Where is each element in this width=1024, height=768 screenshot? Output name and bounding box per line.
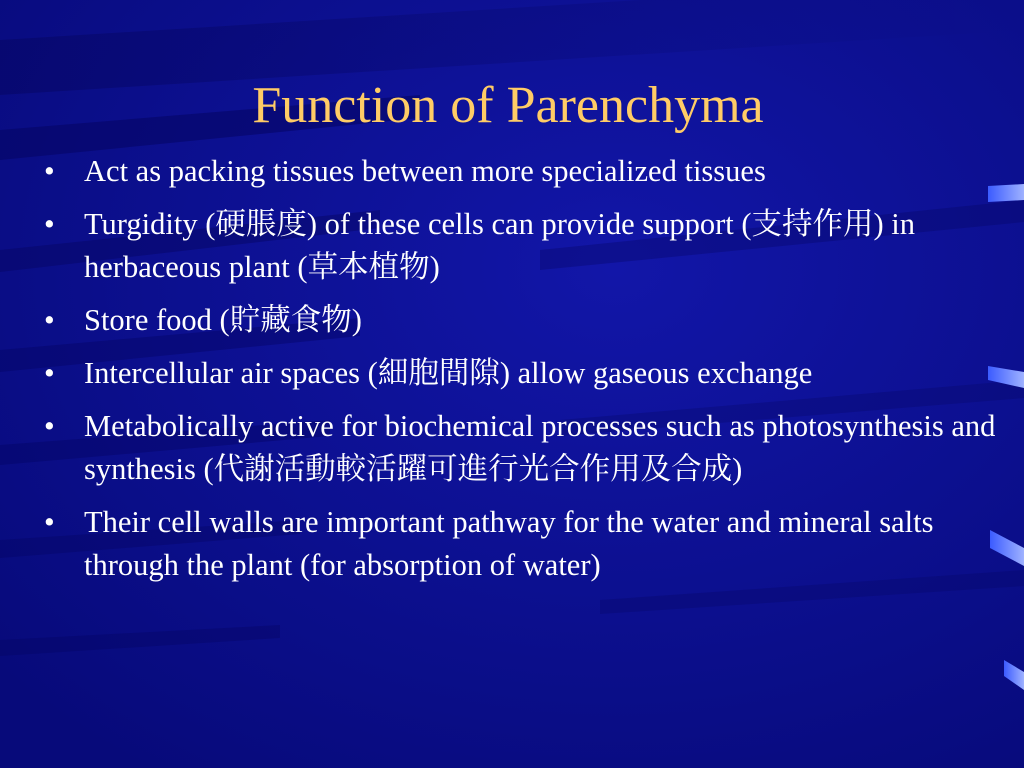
bullet-text: Intercellular air spaces (細胞間隙) allow gaseous exchange [84, 356, 813, 390]
bullet-marker: • [44, 154, 55, 188]
list-item [42, 352, 1004, 395]
bullet-marker: • [44, 505, 55, 539]
list-item [42, 501, 1004, 587]
list-item [42, 299, 1004, 342]
bullet-marker: • [44, 356, 55, 390]
bullet-marker: • [44, 303, 55, 337]
bullet-marker: • [44, 409, 55, 443]
list-item [42, 150, 1004, 193]
slide-title: Function of Parenchyma [252, 77, 764, 134]
list-item [42, 405, 1004, 491]
bullet-text: Act as packing tissues between more specialized tissues [84, 154, 766, 188]
list-item [42, 203, 1004, 289]
bullet-marker: • [44, 207, 55, 241]
bullet-text: Metabolically active for biochemical processes such as photosynthesis and synthesis (代謝活動較活躍可進行光合作用及合成) [84, 409, 996, 486]
bullet-text: Store food (貯藏食物) [84, 303, 362, 337]
bullet-text: Their cell walls are important pathway for the water and mineral salts through the plant (for absorption of water) [84, 505, 934, 582]
bullet-text: Turgidity (硬脹度) of these cells can provide support (支持作用) in herbaceous plant (草本植物) [84, 207, 916, 284]
bullet-list [42, 150, 1004, 597]
